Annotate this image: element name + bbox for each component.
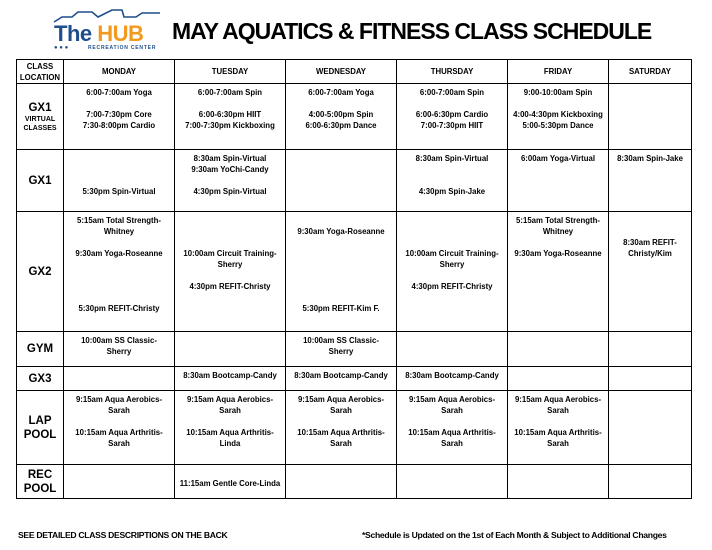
schedule-cell xyxy=(508,332,609,367)
class-entry: 10:00am SS Classic- xyxy=(81,336,157,345)
class-entry: 4:30pm Spin-Jake xyxy=(418,187,486,196)
location-name: GYM xyxy=(26,343,54,355)
schedule-cell xyxy=(508,150,609,212)
schedule-cell xyxy=(286,367,397,391)
location-cell xyxy=(17,367,64,391)
schedule-cell xyxy=(286,391,397,465)
class-entry: 8:30am Spin-Virtual xyxy=(415,154,489,163)
schedule-cell xyxy=(286,84,397,150)
class-entry: 8:30am Spin-Jake xyxy=(617,154,683,163)
class-entry: 8:30am REFIT- xyxy=(623,238,677,247)
class-entry: 9:15am Aqua Aerobics- xyxy=(514,395,602,404)
class-entry: 8:30am Spin-Virtual xyxy=(193,154,267,163)
spacer xyxy=(286,237,396,248)
class-entry: 10:00am Circuit Training- xyxy=(405,249,499,258)
class-entry: 9:15am Aqua Aerobics- xyxy=(408,395,496,404)
spacer xyxy=(286,270,396,281)
schedule-cell xyxy=(397,332,508,367)
class-entry: 6:00-7:00am Yoga xyxy=(86,88,152,97)
class-entry: Sherry xyxy=(106,347,132,356)
spacer xyxy=(64,164,174,175)
class-entry: 6:00-6:30pm HIIT xyxy=(198,110,262,119)
schedule-cell xyxy=(286,212,397,332)
class-entry: Sarah xyxy=(330,406,352,415)
class-entry: 5:15am Total Strength- xyxy=(77,216,161,225)
class-entry: 6:00-7:00am Spin xyxy=(197,88,263,97)
class-entry: 7:00-7:30pm HIIT xyxy=(420,121,484,130)
location-cell xyxy=(17,212,64,332)
spacer xyxy=(609,226,691,237)
schedule-cell xyxy=(64,150,175,212)
schedule-cell xyxy=(64,391,175,465)
class-entry: 7:00-7:30pm Core xyxy=(86,110,152,119)
spacer xyxy=(175,237,285,248)
class-entry: 9:30am YoChi-Candy xyxy=(191,165,269,174)
logo-wordmark: The HUB xyxy=(54,21,144,46)
class-entry: 6:00-6:30pm Dance xyxy=(305,121,377,130)
header xyxy=(0,0,712,58)
schedule-cell xyxy=(508,367,609,391)
spacer xyxy=(64,259,174,270)
page-title: MAY AQUATICS & FITNESS CLASS SCHEDULE xyxy=(172,18,652,44)
spacer xyxy=(286,248,396,259)
class-entry: Sarah xyxy=(219,406,241,415)
spacer xyxy=(286,281,396,292)
class-entry: 8:30am Bootcamp-Candy xyxy=(183,371,277,380)
spacer xyxy=(64,281,174,292)
class-entry: 8:30am Bootcamp-Candy xyxy=(405,371,499,380)
location-name: LAP POOL xyxy=(23,414,57,441)
class-entry: 4:30pm Spin-Virtual xyxy=(193,187,267,196)
location-cell xyxy=(17,84,64,150)
day-header-friday: FRIDAY xyxy=(508,60,609,84)
class-entry: 10:15am Aqua Arthritis- xyxy=(75,428,163,437)
schedule-cell xyxy=(286,465,397,499)
class-entry: 6:00-6:30pm Cardio xyxy=(415,110,489,119)
location-name: GX1 xyxy=(28,101,52,114)
class-entry: Sarah xyxy=(441,406,463,415)
class-entry: 10:15am Aqua Arthritis- xyxy=(514,428,602,437)
class-entry: 6:00-7:00am Spin xyxy=(419,88,485,97)
spacer xyxy=(175,98,285,109)
schedule-cell xyxy=(175,391,286,465)
spacer xyxy=(286,215,396,226)
spacer xyxy=(64,416,174,427)
spacer xyxy=(64,98,174,109)
class-entry: 4:00-5:00pm Spin xyxy=(308,110,374,119)
spacer xyxy=(64,270,174,281)
class-entry: 6:00am Yoga-Virtual xyxy=(520,154,596,163)
table-row xyxy=(17,84,692,150)
day-header-tuesday: TUESDAY xyxy=(175,60,286,84)
location-name: GX2 xyxy=(28,265,52,278)
class-entry: 5:30pm Spin-Virtual xyxy=(82,187,156,196)
schedule-cell xyxy=(175,332,286,367)
schedule-cell xyxy=(286,332,397,367)
day-header-thursday: THURSDAY xyxy=(397,60,508,84)
class-entry: Sarah xyxy=(547,439,569,448)
schedule-cell xyxy=(64,332,175,367)
class-entry: 9:00-10:00am Spin xyxy=(523,88,593,97)
class-entry: Sarah xyxy=(441,439,463,448)
class-entry: 4:30pm REFIT-Christy xyxy=(411,282,493,291)
schedule-cell xyxy=(175,84,286,150)
class-entry: 10:00am SS Classic- xyxy=(303,336,379,345)
spacer xyxy=(64,175,174,186)
schedule-cell xyxy=(397,84,508,150)
schedule-cell xyxy=(609,212,692,332)
spacer xyxy=(64,292,174,303)
spacer xyxy=(397,98,507,109)
schedule-table xyxy=(16,59,692,499)
schedule-cell xyxy=(64,465,175,499)
schedule-cell xyxy=(64,212,175,332)
schedule-cell xyxy=(397,212,508,332)
class-entry: Sherry xyxy=(439,260,465,269)
table-row xyxy=(17,367,692,391)
logo-subtitle: RECREATION CENTER xyxy=(88,45,157,51)
class-entry: 9:30am Yoga-Roseanne xyxy=(297,227,385,236)
class-entry: 11:15am Gentle Core-Linda xyxy=(179,478,281,488)
table-row xyxy=(17,391,692,465)
spacer xyxy=(397,164,507,175)
schedule-cell xyxy=(64,84,175,150)
schedule-cell xyxy=(175,465,286,499)
schedule-cell xyxy=(508,212,609,332)
table-row xyxy=(17,212,692,332)
class-entry: 9:30am Yoga-Roseanne xyxy=(514,249,602,258)
spacer xyxy=(286,259,396,270)
class-entry: 8:30am Bootcamp-Candy xyxy=(294,371,388,380)
schedule-cell xyxy=(508,84,609,150)
footer-note-left: SEE DETAILED CLASS DESCRIPTIONS ON THE BACK xyxy=(18,530,228,540)
spacer xyxy=(397,416,507,427)
schedule-cell xyxy=(397,465,508,499)
hub-logo xyxy=(52,8,164,52)
schedule-cell xyxy=(397,367,508,391)
schedule-cell xyxy=(64,367,175,391)
schedule-cell xyxy=(397,150,508,212)
spacer xyxy=(64,237,174,248)
table-row xyxy=(17,332,692,367)
schedule-cell xyxy=(609,367,692,391)
class-entry: 7:00-7:30pm Kickboxing xyxy=(185,121,275,130)
day-header-saturday: SATURDAY xyxy=(609,60,692,84)
day-header-wednesday: WEDNESDAY xyxy=(286,60,397,84)
spacer xyxy=(175,226,285,237)
class-entry: 9:30am Yoga-Roseanne xyxy=(75,249,163,258)
day-header-monday: MONDAY xyxy=(64,60,175,84)
class-entry: 4:00-4:30pm Kickboxing xyxy=(513,110,603,119)
schedule-cell xyxy=(175,367,286,391)
class-entry: Christy/Kim xyxy=(628,249,672,258)
spacer xyxy=(175,215,285,226)
schedule-cell xyxy=(175,212,286,332)
class-entry: Whitney xyxy=(542,227,574,236)
spacer xyxy=(286,292,396,303)
schedule-cell xyxy=(397,391,508,465)
location-cell xyxy=(17,332,64,367)
class-entry: 10:15am Aqua Arthritis- xyxy=(408,428,496,437)
class-entry: Sherry xyxy=(217,260,243,269)
spacer xyxy=(64,153,174,164)
class-entry: 7:30-8:00pm Cardio xyxy=(82,121,156,130)
spacer xyxy=(397,237,507,248)
class-entry: 9:15am Aqua Aerobics- xyxy=(75,395,163,404)
location-sub: VIRTUAL CLASSES xyxy=(23,115,57,132)
location-name: GX3 xyxy=(28,372,52,385)
spacer xyxy=(397,270,507,281)
header-row xyxy=(17,60,692,84)
table-row xyxy=(17,465,692,499)
spacer xyxy=(397,215,507,226)
schedule-cell xyxy=(508,391,609,465)
schedule-cell xyxy=(508,465,609,499)
schedule-cell xyxy=(175,150,286,212)
class-entry: 9:15am Aqua Aerobics- xyxy=(186,395,274,404)
class-entry: 10:00am Circuit Training- xyxy=(183,249,277,258)
location-cell xyxy=(17,150,64,212)
location-cell xyxy=(17,465,64,499)
schedule-cell xyxy=(609,150,692,212)
class-entry: 5:30pm REFIT-Kim F. xyxy=(302,304,380,313)
class-entry: 6:00-7:00am Yoga xyxy=(308,88,374,97)
spacer xyxy=(286,98,396,109)
spacer xyxy=(286,416,396,427)
class-entry: 5:30pm REFIT-Christy xyxy=(78,304,160,313)
class-entry: 9:15am Aqua Aerobics- xyxy=(297,395,385,404)
location-name: REC POOL xyxy=(23,468,57,495)
schedule-cell xyxy=(609,465,692,499)
spacer xyxy=(175,270,285,281)
social-icons: ● ● ● xyxy=(54,45,69,51)
spacer xyxy=(508,98,608,109)
class-entry: 4:30pm REFIT-Christy xyxy=(189,282,271,291)
class-entry: Sarah xyxy=(330,439,352,448)
class-entry: 10:15am Aqua Arthritis- xyxy=(186,428,274,437)
spacer xyxy=(397,175,507,186)
schedule-cell xyxy=(609,84,692,150)
spacer xyxy=(508,416,608,427)
class-entry: Sarah xyxy=(108,439,130,448)
location-cell xyxy=(17,391,64,465)
location-name: GX1 xyxy=(28,174,52,187)
class-entry: Whitney xyxy=(103,227,135,236)
spacer xyxy=(609,215,691,226)
schedule-cell xyxy=(286,150,397,212)
location-header: CLASS LOCATION xyxy=(17,60,64,84)
class-entry: Sarah xyxy=(108,406,130,415)
class-entry: 5:00-5:30pm Dance xyxy=(522,121,594,130)
spacer xyxy=(175,416,285,427)
class-entry: 5:15am Total Strength- xyxy=(516,216,600,225)
spacer xyxy=(508,237,608,248)
spacer xyxy=(397,226,507,237)
class-entry: Sherry xyxy=(328,347,354,356)
class-entry: Linda xyxy=(219,439,241,448)
table-row xyxy=(17,150,692,212)
schedule-cell xyxy=(609,391,692,465)
class-entry: 10:15am Aqua Arthritis- xyxy=(297,428,385,437)
spacer xyxy=(175,175,285,186)
footer-note-right: *Schedule is Updated on the 1st of Each Month & Subject to Additional Changes xyxy=(362,530,667,540)
schedule-cell xyxy=(609,332,692,367)
class-entry: Sarah xyxy=(547,406,569,415)
